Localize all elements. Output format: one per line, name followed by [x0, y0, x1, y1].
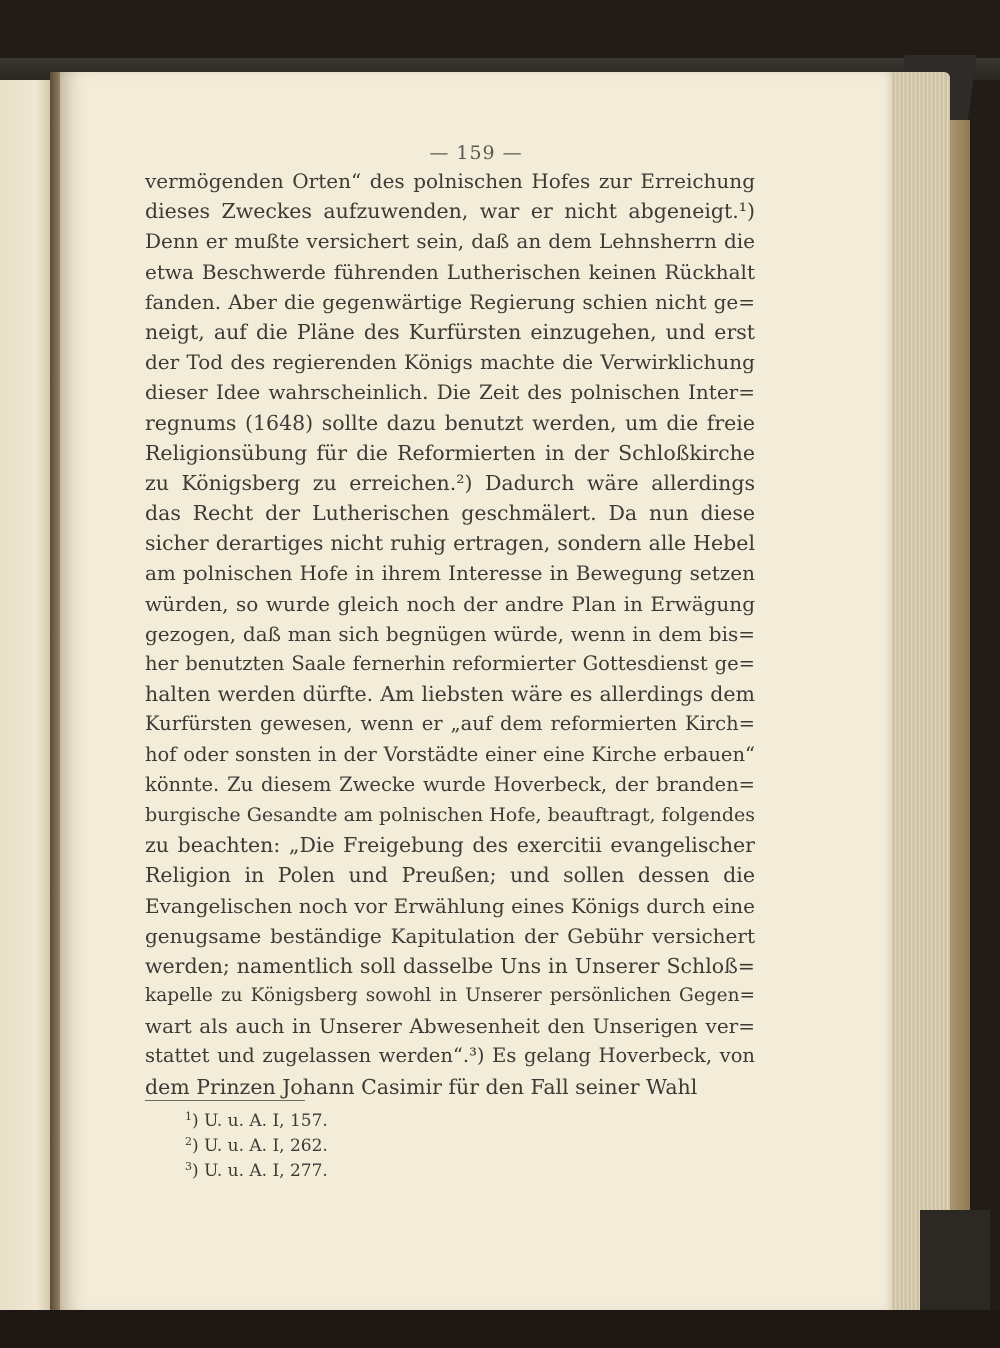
table-surface: [0, 1310, 1000, 1348]
text-line: wart als auch in Unserer Abwesenheit den Unserigen ver=: [145, 1014, 755, 1039]
footnote: $^3$) U. u. A. I, 277.: [185, 1160, 328, 1181]
text-line: neigt, auf die Pläne des Kurfürsten einzugehen, und erst: [145, 319, 755, 344]
text-line: der Tod des regierenden Königs machte die Verwirklichung: [145, 350, 755, 375]
page-number: — 159 —: [429, 142, 523, 164]
facing-page-edge: [0, 80, 54, 1310]
text-line: Religionsübung für die Reformierten in der Schloßkirche: [145, 440, 755, 465]
footnote-mark: 3: [185, 1160, 192, 1173]
text-line: würden, so wurde gleich noch der andre Plan in Erwägung: [145, 591, 755, 616]
text-line: regnums (1648) sollte dazu benutzt werden, um die freie: [145, 410, 755, 435]
text-line: Religion in Polen und Preußen; und sollen dessen die: [145, 863, 755, 888]
text-line: dieser Idee wahrscheinlich. Die Zeit des polnischen Inter=: [145, 380, 755, 405]
footnote-text: U. u. A. I, 262.: [204, 1136, 328, 1156]
text-line: vermögenden Orten“ des polnischen Hofes zur Erreichung: [145, 169, 755, 193]
text-line: etwa Beschwerde führenden Lutherischen keinen Rückhalt: [145, 259, 755, 284]
footnote: $^2$) U. u. A. I, 262.: [185, 1135, 328, 1156]
text-line: genugsame beständige Kapitulation der Gebühr versichert: [145, 923, 755, 948]
footnote: $^1$) U. u. A. I, 157.: [185, 1110, 328, 1131]
footnote-text: U. u. A. I, 277.: [204, 1161, 328, 1181]
text-line: das Recht der Lutherischen geschmälert. Da nun diese: [145, 501, 755, 526]
text-line: gezogen, daß man sich begnügen würde, wenn in dem bis=: [145, 621, 755, 646]
text-line: hof oder sonsten in der Vorstädte einer eine Kirche erbauen“: [145, 742, 755, 766]
text-line: zu beachten: „Die Freigebung des exercitii evangelischer: [145, 833, 755, 858]
text-line: Evangelischen noch vor Erwählung eines Königs durch eine: [145, 893, 755, 918]
text-line: Denn er mußte versichert sein, daß an dem Lehnsherrn die: [145, 229, 755, 254]
footnote-mark: 1: [185, 1110, 192, 1123]
text-line: stattet und zugelassen werden“.³) Es gelang Hoverbeck, von: [145, 1044, 755, 1068]
text-line: zu Königsberg zu erreichen.²) Dadurch wäre allerdings: [145, 470, 755, 495]
text-line: kapelle zu Königsberg sowohl in Unserer persönlichen Gegen=: [145, 985, 755, 1007]
text-line: dem Prinzen Johann Casimir für den Fall seiner Wahl: [145, 1074, 698, 1099]
text-line: burgische Gesandte am polnischen Hofe, beauftragt, folgendes: [145, 803, 755, 826]
text-line: am polnischen Hofe in ihrem Interesse in Bewegung setzen: [145, 561, 755, 586]
body-text: [145, 166, 755, 1102]
footnote-text: U. u. A. I, 157.: [204, 1111, 328, 1131]
text-line: könnte. Zu diesem Zwecke wurde Hoverbeck, der branden=: [145, 772, 755, 796]
text-line: halten werden dürfte. Am liebsten wäre es allerdings dem: [145, 682, 755, 707]
text-line: dieses Zweckes aufzuwenden, war er nicht abgeneigt.¹): [145, 199, 755, 224]
footnotes: [185, 1104, 328, 1179]
text-line: sicher derartiges nicht ruhig ertragen, sondern alle Hebel: [145, 531, 755, 556]
text-line: fanden. Aber die gegenwärtige Regierung schien nicht ge=: [145, 289, 755, 314]
text-line: Kurfürsten gewesen, wenn er „auf dem reformierten Kirch=: [145, 712, 755, 736]
text-line: werden; namentlich soll dasselbe Uns in Unserer Schloß=: [145, 953, 755, 978]
text-line: her benutzten Saale fernerhin reformierter Gottesdienst ge=: [145, 652, 755, 675]
footnote-mark: 2: [185, 1135, 192, 1148]
cover-corner-bottom-right: [920, 1210, 990, 1310]
